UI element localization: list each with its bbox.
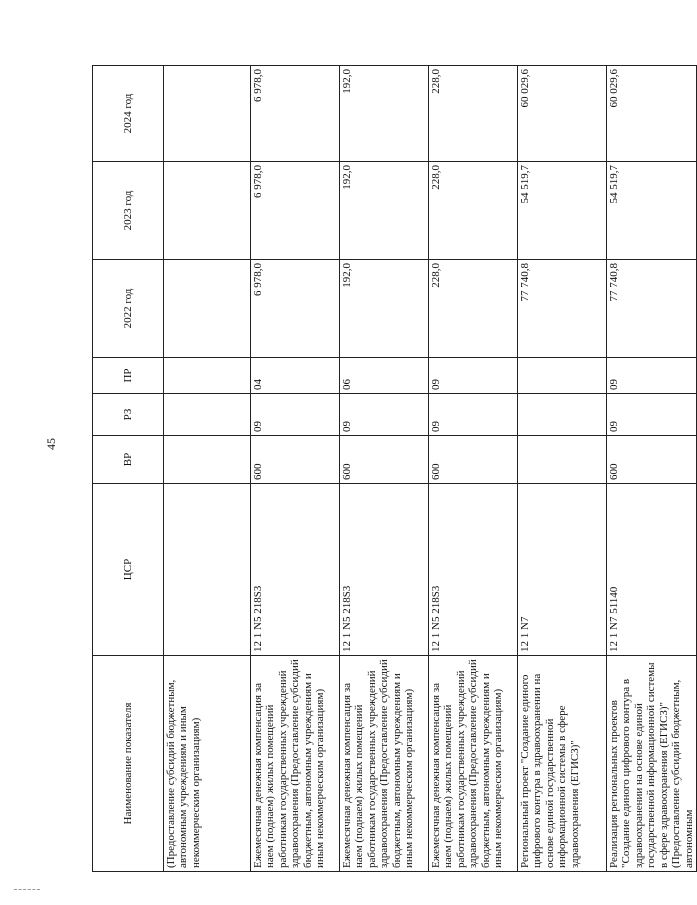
cell-name: (Предоставление субсидий бюджетным, автономным учреждениям и иным некоммерческим организациям)	[164, 656, 251, 872]
cell-csr: 12 1 N5 218S3	[340, 484, 429, 656]
header-2024: 2024 год	[93, 66, 164, 162]
cell-2024	[164, 66, 251, 162]
cell-rz	[164, 394, 251, 436]
cell-2024: 6 978,0	[251, 66, 340, 162]
table-header-row	[93, 66, 164, 872]
cell-rz: 09	[251, 394, 340, 436]
cell-csr	[164, 484, 251, 656]
cell-vr	[518, 436, 607, 484]
cell-pr	[164, 358, 251, 394]
budget-table	[92, 65, 697, 872]
cell-name: Ежемесячная денежная компенсация за наем (поднаем) жилых помещений работникам государственных учреждений здравоохранения (Предоставление субсидий бюджетным, автономным учреждениям и иным некоммерческим организациям)	[251, 656, 340, 872]
cell-vr: 600	[607, 436, 697, 484]
cell-2022: 77 740,8	[518, 260, 607, 358]
header-2023: 2023 год	[93, 162, 164, 260]
cell-2024: 60 029,6	[607, 66, 697, 162]
header-pr: ПР	[93, 358, 164, 394]
table-row	[164, 66, 251, 872]
cell-pr: 09	[607, 358, 697, 394]
cell-2022: 228,0	[429, 260, 518, 358]
cell-2022	[164, 260, 251, 358]
page-number: 45	[44, 438, 58, 450]
cell-name: Ежемесячная денежная компенсация за наем (поднаем) жилых помещений работникам государственных учреждений здравоохранения (Предоставление субсидий бюджетным, автономным учреждениям и иным некоммерческим организациям)	[340, 656, 429, 872]
table-row	[251, 66, 340, 872]
cell-2023	[164, 162, 251, 260]
cell-rz: 09	[429, 394, 518, 436]
header-name: Наименование показателя	[93, 656, 164, 872]
rotated-page	[92, 66, 695, 872]
cell-pr	[518, 358, 607, 394]
cell-2023: 54 519,7	[518, 162, 607, 260]
cell-pr: 06	[340, 358, 429, 394]
cell-rz: 09	[340, 394, 429, 436]
table-row	[518, 66, 607, 872]
header-vr: ВР	[93, 436, 164, 484]
cell-vr: 600	[251, 436, 340, 484]
cell-csr: 12 1 N5 218S3	[429, 484, 518, 656]
table-row	[429, 66, 518, 872]
cell-2023: 6 978,0	[251, 162, 340, 260]
cell-2023: 192,0	[340, 162, 429, 260]
header-2022: 2022 год	[93, 260, 164, 358]
cell-pr: 09	[429, 358, 518, 394]
cell-csr: 12 1 N7 51140	[607, 484, 697, 656]
cell-2024: 228,0	[429, 66, 518, 162]
cell-2022: 77 740,8	[607, 260, 697, 358]
header-csr: ЦСР	[93, 484, 164, 656]
cell-name: Региональный проект "Создание единого цифрового контура в здравоохранении на основе единой государственной информационной системы в сфере здравоохранения (ЕГИСЗ)"	[518, 656, 607, 872]
table-row	[340, 66, 429, 872]
cell-vr: 600	[340, 436, 429, 484]
cell-pr: 04	[251, 358, 340, 394]
cell-name: Ежемесячная денежная компенсация за наем (поднаем) жилых помещений работникам государственных учреждений здравоохранения (Предоставление субсидий бюджетным, автономным учреждениям и иным некоммерческим организациям)	[429, 656, 518, 872]
cell-rz: 09	[607, 394, 697, 436]
cell-2022: 192,0	[340, 260, 429, 358]
cell-2023: 54 519,7	[607, 162, 697, 260]
cell-2024: 60 029,6	[518, 66, 607, 162]
cell-csr: 12 1 N7	[518, 484, 607, 656]
cell-2024: 192,0	[340, 66, 429, 162]
cell-vr: 600	[429, 436, 518, 484]
cell-2022: 6 978,0	[251, 260, 340, 358]
cell-name: Реализация региональных проектов "Создание единого цифрового контура в здравоохранении на основе единой государственной информационной системы в сфере здравоохранения (ЕГИСЗ)" (Предоставление субсидий бюджетным, автономным	[607, 656, 697, 872]
cell-vr	[164, 436, 251, 484]
cell-2023: 228,0	[429, 162, 518, 260]
table-row	[607, 66, 697, 872]
cell-rz	[518, 394, 607, 436]
header-rz: РЗ	[93, 394, 164, 436]
scan-edge-mark	[14, 889, 40, 890]
cell-csr: 12 1 N5 218S3	[251, 484, 340, 656]
